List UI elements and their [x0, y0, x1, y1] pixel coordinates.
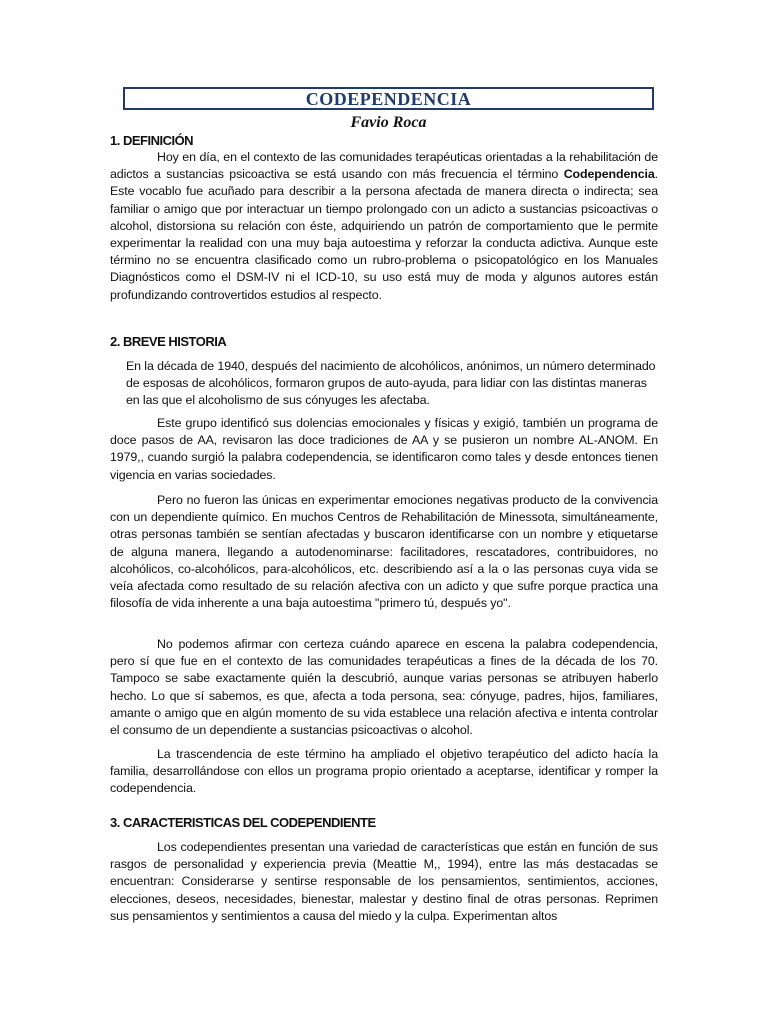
section-2-paragraph-1: En la década de 1940, después del nacimiento de alcohólicos, anónimos, un número determinado de esposas de alcohólicos, formaron grupos de auto-ayuda, para lidiar con las distintas maneras en las que el alcoholismo de sus cónyuges les afectaba.: [126, 359, 656, 408]
document-author: Favio Roca: [350, 114, 427, 131]
paragraph-text: Hoy en día, en el contexto de las comunidades terapéuticas orientadas a la rehabilitación de adictos a sustancias psicoactiva se está usando con más frecuencia el término: [110, 150, 658, 182]
section-2-paragraph-3: Pero no fueron las únicas en experimentar emociones negativas producto de la convivencia con un dependiente químico. En muchos Centros de Rehabilitación de Minessota, simultáneamente, otras personas también se sentían afectadas y buscaron identificarse con un nombre y etiquetarse de alguna manera, llegando a autodenominarse: facilitadores, rescatadores, contribuidores, no alcohólicos, co-alcohólicos, para-alcohólicos, etc. describiendo así a la o las personas cuya vida se veía afectada como resultado de su relación afectiva con un adicto y que sufre porque practica una filosofía de vida inherente a una baja autoestima "primero tú, después yo".: [110, 493, 658, 611]
section-3-paragraph-1: Los codependientes presentan una variedad de características que están en función de sus rasgos de personalidad y experiencia previa (Meattie M,, 1994), entre las más destacadas se encuentran: Considerarse y sentirse responsable de los pensamientos, sentimientos, acciones, elecciones, deseos, necesidades, bienestar, malestar y destino final de otras personas. Reprimen sus pensamientos y sentimientos a causa del miedo y la culpa. Experimentan altos: [110, 840, 658, 923]
section-2-paragraph-4: No podemos afirmar con certeza cuándo aparece en escena la palabra codependencia, pero sí que fue en el contexto de las comunidades terapéuticas a fines de la década de los 70. Tampoco se sabe exactamente quién la descubrió, aunque varias personas se atribuyen haberlo hecho. Lo que sí sabemos, es que, afecta a toda persona, sea: cónyuge, padres, hijos, familiares, amante o amigo que en algún momento de su vida establece una relación afectiva e intenta controlar el consumo de un dependiente a sustancias psicoactivas o alcohol.: [110, 637, 658, 738]
paragraph-text: . Este vocablo fue acuñado para describir a la persona afectada de manera directa o indirecta; sea familiar o amigo que por interactuar un tiempo prolongado con un adicto a sustancias psicoactivas o alcohol, distorsiona su relación con éste, adquiriendo un patrón de comportamiento que le permite experimentar la realidad con una muy baja autoestima y reforzar la conducta adictiva. Aunque este término no se encuentra clasificado como un rubro-problema o psicopatológico en los Manuales Diagnósticos como el DSM-IV ni el ICD-10, su uso está muy de moda y algunos autores están profundizando controvertidos estudios al respecto.: [110, 167, 658, 302]
section-3-heading: 3. CARACTERISTICAS DEL CODEPENDIENTE: [110, 815, 376, 830]
section-2-heading: 2. BREVE HISTORIA: [110, 334, 227, 349]
document-title: CODEPENDENCIA: [123, 87, 654, 110]
section-1-paragraph-1: [110, 149, 658, 304]
section-2-paragraph-2: Este grupo identificó sus dolencias emocionales y físicas y exigió, también un programa de doce pasos de AA, revisaron las doce tradiciones de AA y se pusieron un nombre AL-ANOM. En 1979,, cuando surgió la palabra codependencia, se identificaron como tales y desde entonces tienen vigencia en varias sociedades.: [110, 416, 658, 482]
highlighted-term: Codependencia: [563, 167, 655, 182]
section-1-heading: 1. DEFINICIÓN: [110, 133, 194, 148]
section-2-paragraph-5: La trascendencia de este término ha ampliado el objetivo terapéutico del adicto hacía la familia, desarrollándose con ellos un programa propio orientado a aceptarse, identificar y romper la codependencia.: [110, 747, 658, 796]
